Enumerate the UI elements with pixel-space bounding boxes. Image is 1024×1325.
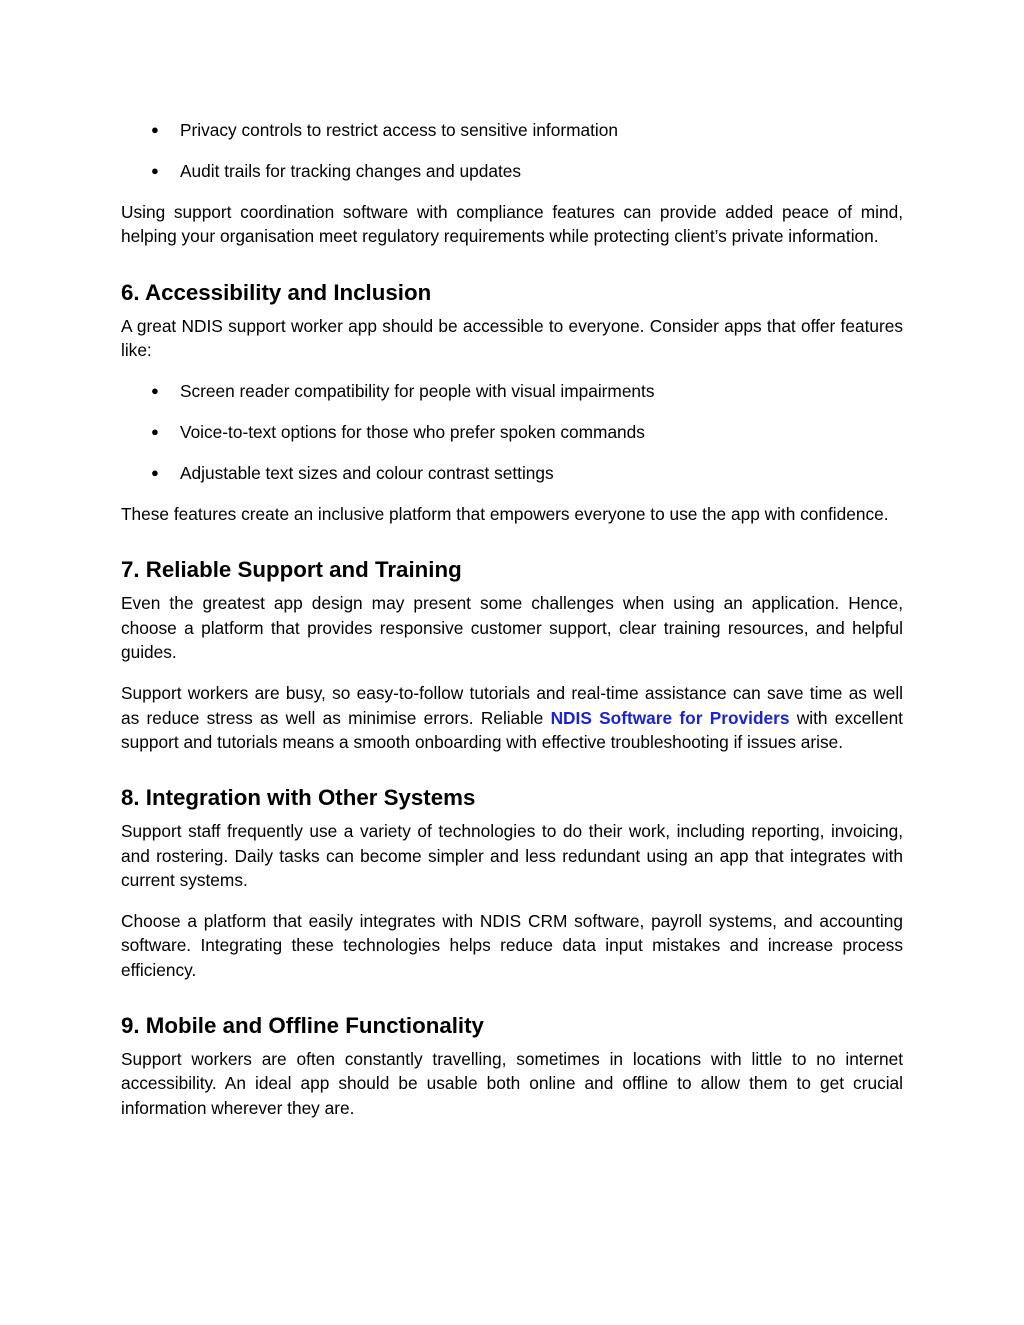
list-item-text: Voice-to-text options for those who prefer spoken commands — [180, 422, 645, 443]
document-page — [121, 118, 903, 1137]
bullet-icon: ● — [151, 465, 159, 481]
list-item — [121, 420, 903, 444]
list-item-text: Screen reader compatibility for people with visual impairments — [180, 381, 655, 402]
section6-bullet-list — [121, 379, 903, 485]
list-item-text: Adjustable text sizes and colour contrast settings — [180, 463, 554, 484]
list-item — [121, 461, 903, 485]
section7-heading: 7. Reliable Support and Training — [121, 557, 462, 583]
intro-bullet-list — [121, 118, 903, 183]
ndis-software-link[interactable]: NDIS Software for Providers — [550, 707, 790, 728]
section6-outro: These features create an inclusive platform that empowers everyone to use the app with confidence. — [121, 504, 889, 525]
list-item-text: Audit trails for tracking changes and updates — [180, 161, 522, 181]
section6-intro: A great NDIS support worker app should be accessible to everyone. Consider apps that offer features like: — [121, 315, 903, 360]
bullet-icon: ● — [151, 122, 159, 137]
section8-heading: 8. Integration with Other Systems — [121, 785, 476, 811]
section8-paragraph-2: Choose a platform that easily integrates with NDIS CRM software, payroll systems, and accounting software. Integrating these technologies helps reduce data input mistakes and increase process efficiency. — [121, 911, 903, 980]
section9-paragraph-1: Support workers are often constantly travelling, sometimes in locations with little to no internet accessibility. An ideal app should be usable both online and offline to allow them to get crucial information wherever they are. — [121, 1049, 903, 1118]
list-item — [121, 118, 903, 142]
section7-p2-text-after: with excellent support and tutorials means a smooth onboarding with effective troubleshooting if issues arise. — [121, 707, 903, 752]
section7-paragraph-1: Even the greatest app design may present some challenges when using an application. Hence, choose a platform that provides responsive customer support, clear training resources, and helpful guides. — [121, 593, 903, 663]
list-item-text: Privacy controls to restrict access to sensitive information — [180, 120, 618, 140]
intro-paragraph: Using support coordination software with compliance features can provide added peace of mind, helping your organisation meet regulatory requirements while protecting client’s private information. — [121, 202, 903, 247]
list-item — [121, 159, 903, 183]
bullet-icon: ● — [151, 424, 159, 440]
list-item — [121, 379, 903, 403]
bullet-icon: ● — [151, 163, 159, 178]
section6-heading: 6. Accessibility and Inclusion — [121, 279, 432, 305]
section8-paragraph-1: Support staff frequently use a variety of technologies to do their work, including reporting, invoicing, and rostering. Daily tasks can become simpler and less redundant using an app that integrates with current systems. — [121, 821, 903, 890]
section7-p2-text-before: Support workers are busy, so easy-to-follow tutorials and real-time assistance can save time as well as reduce stress as well as minimise errors. Reliable — [121, 683, 903, 728]
bullet-icon: ● — [151, 383, 159, 399]
section9-heading: 9. Mobile and Offline Functionality — [121, 1013, 484, 1039]
section7-paragraph-2 — [121, 681, 903, 754]
